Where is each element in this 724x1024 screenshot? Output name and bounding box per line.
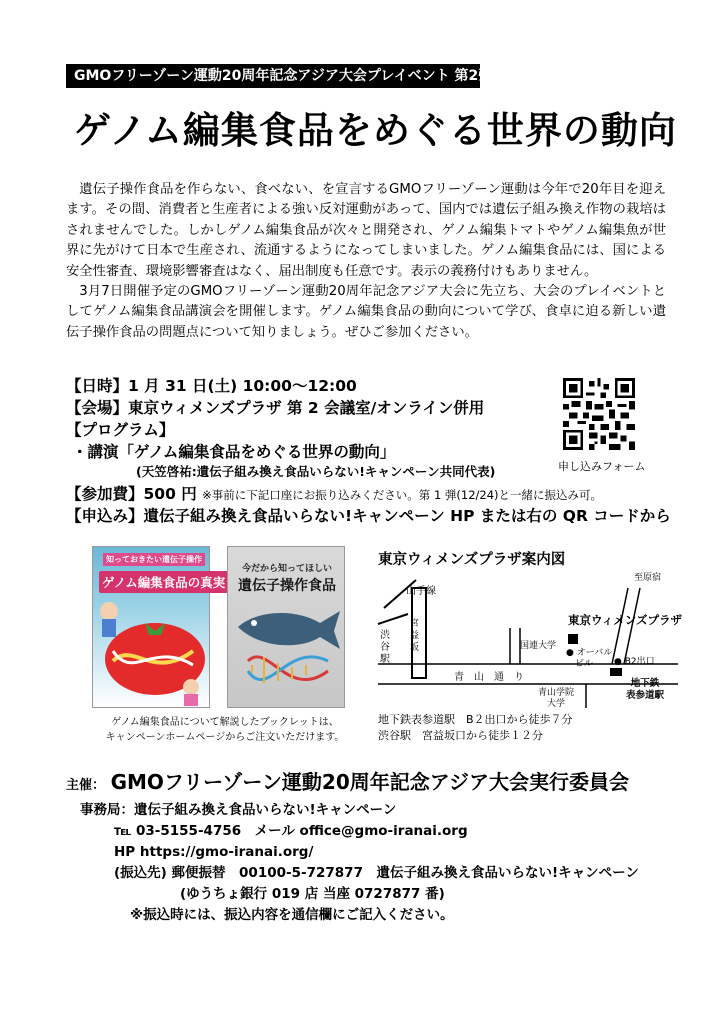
contact-tel-mail[interactable]: ℡ 03-5155-4756 メール office@gmo-iranai.org: [114, 823, 468, 839]
access-map: [378, 568, 682, 713]
map-chikatetsu: 地下鉄 表参道駅: [626, 678, 665, 701]
contact-office: 事務局：遺伝子組み換え食品いらない!キャンペーン: [80, 802, 397, 818]
page-title: ゲノム編集食品をめぐる世界の動向: [74, 109, 677, 152]
map-b2: ● B2出口: [614, 657, 655, 667]
tomato-illustration: [93, 591, 211, 709]
map-plaza: 東京ウィメンズプラザ: [568, 613, 682, 627]
map-kokuren: 国連大学: [520, 641, 557, 651]
fee-row: [66, 482, 602, 504]
organizer-lead: 主催：: [66, 778, 106, 793]
contact-transfer: (振込先) 郵便振替 00100-5-727877 遺伝子組み換え食品いらない!キャンペーン: [114, 865, 639, 881]
event-banner: GMOフリーゾーン運動20周年記念アジア大会プレイベント 第2弾: [66, 64, 480, 88]
map-oval: ● オーバル ビル: [566, 648, 613, 669]
contact-bank: (ゆうちょ銀行 019 店 当座 0727877 番): [180, 886, 445, 902]
map-note-2: 渋谷駅 宮益坂口から徒歩１２分: [378, 729, 543, 742]
map-yamanote: 山手線: [406, 586, 436, 597]
contact-block: [80, 800, 639, 926]
map-miyamasuzaka: 宮 益 坂: [410, 619, 420, 653]
booklet-caption: [100, 715, 350, 745]
contact-notice: ※振込時には、振込内容を通信欄にご記入ください。: [130, 907, 454, 923]
contact-homepage[interactable]: HP https://gmo-iranai.org/: [114, 844, 314, 860]
booklet-cover-1[interactable]: [92, 546, 226, 708]
program-lecture: ・講演「ゲノム編集食品をめぐる世界の動向」: [72, 443, 396, 461]
caption-line-1: ゲノム編集食品について解説したブックレットは、: [111, 717, 339, 728]
qr-code-icon[interactable]: [563, 378, 635, 450]
map-title: 東京ウィメンズプラザ案内図: [378, 552, 566, 568]
qr-label: 申し込みフォーム: [558, 460, 646, 473]
map-gakuin: 青山学院 大学: [538, 688, 575, 709]
booklet-1-subtitle: 知っておきたい遺伝子操作: [103, 553, 205, 566]
map-harajuku: 至原宿: [634, 573, 662, 583]
apply-info: 【申込み】遺伝子組み換え食品いらない!キャンペーン HP または右の QR コードから: [66, 507, 671, 525]
map-shibuya: 渋 谷 駅: [380, 630, 390, 665]
booklet-2-subtitle: 今だから知ってほしい: [242, 564, 333, 574]
map-aoyama-dori: 青 山 通 り: [454, 672, 524, 683]
organizer-name: GMOフリーゾーン運動20周年記念アジア大会実行委員会: [110, 770, 629, 794]
intro-paragraph-2: 3月7日開催予定のGMOフリーゾーン運動20周年記念アジア大会に先立ち、大会のプレイベントとしてゲノム編集食品講演会を開催します。ゲノム編集食品の動向について学び、食卓に迫る新しい遺伝子操作食品の問題点について知りましょう。ぜひご参加ください。: [66, 284, 666, 340]
fish-dna-illustration: [228, 601, 346, 709]
booklet-cover-2[interactable]: [227, 546, 345, 708]
intro-text: [66, 180, 666, 343]
map-note-1: 地下鉄表参道駅 B２出口から徒歩７分: [378, 713, 573, 726]
intro-paragraph-1: 遺伝子操作食品を作らない、食べない、を宣言するGMOフリーゾーン運動は今年で20年目を迎えます。その間、消費者と生産者による強い反対運動があって、国内では遺伝子組み換え作物の栽培はされませんでした。しかしゲノム編集食品が次々と開発され、ゲノム編集トマトやゲノム編集魚が世界に先がけて日本で生産され、流通するようになってしまいました。ゲノム編集食品には、国による安全性審査、環境影響審査はなく、届出制度も任意です。表示の義務付けもありません。: [66, 182, 666, 279]
caption-line-2: キャンペーンホームページからご注文いただけます。: [105, 732, 345, 743]
event-date: 【日時】1 月 31 日(土) 10:00～12:00: [66, 377, 357, 395]
fee-label: 【参加費】500 円: [66, 485, 197, 503]
booklet-1-title: ゲノム編集食品の真実: [99, 571, 228, 593]
organizer: [66, 766, 629, 795]
booklet-2-title: 遺伝子操作食品: [238, 578, 336, 594]
map-access-notes: [378, 712, 573, 744]
event-venue: 【会場】東京ウィメンズプラザ 第 2 会議室/オンライン併用: [66, 399, 485, 417]
program-heading: 【プログラム】: [66, 421, 175, 439]
program-speaker: (天笠啓祐:遺伝子組み換え食品いらない!キャンペーン共同代表): [136, 464, 496, 479]
fee-note: ※事前に下記口座にお振り込みください。第 1 弾(12/24)と一緒に振込み可。: [202, 488, 603, 502]
